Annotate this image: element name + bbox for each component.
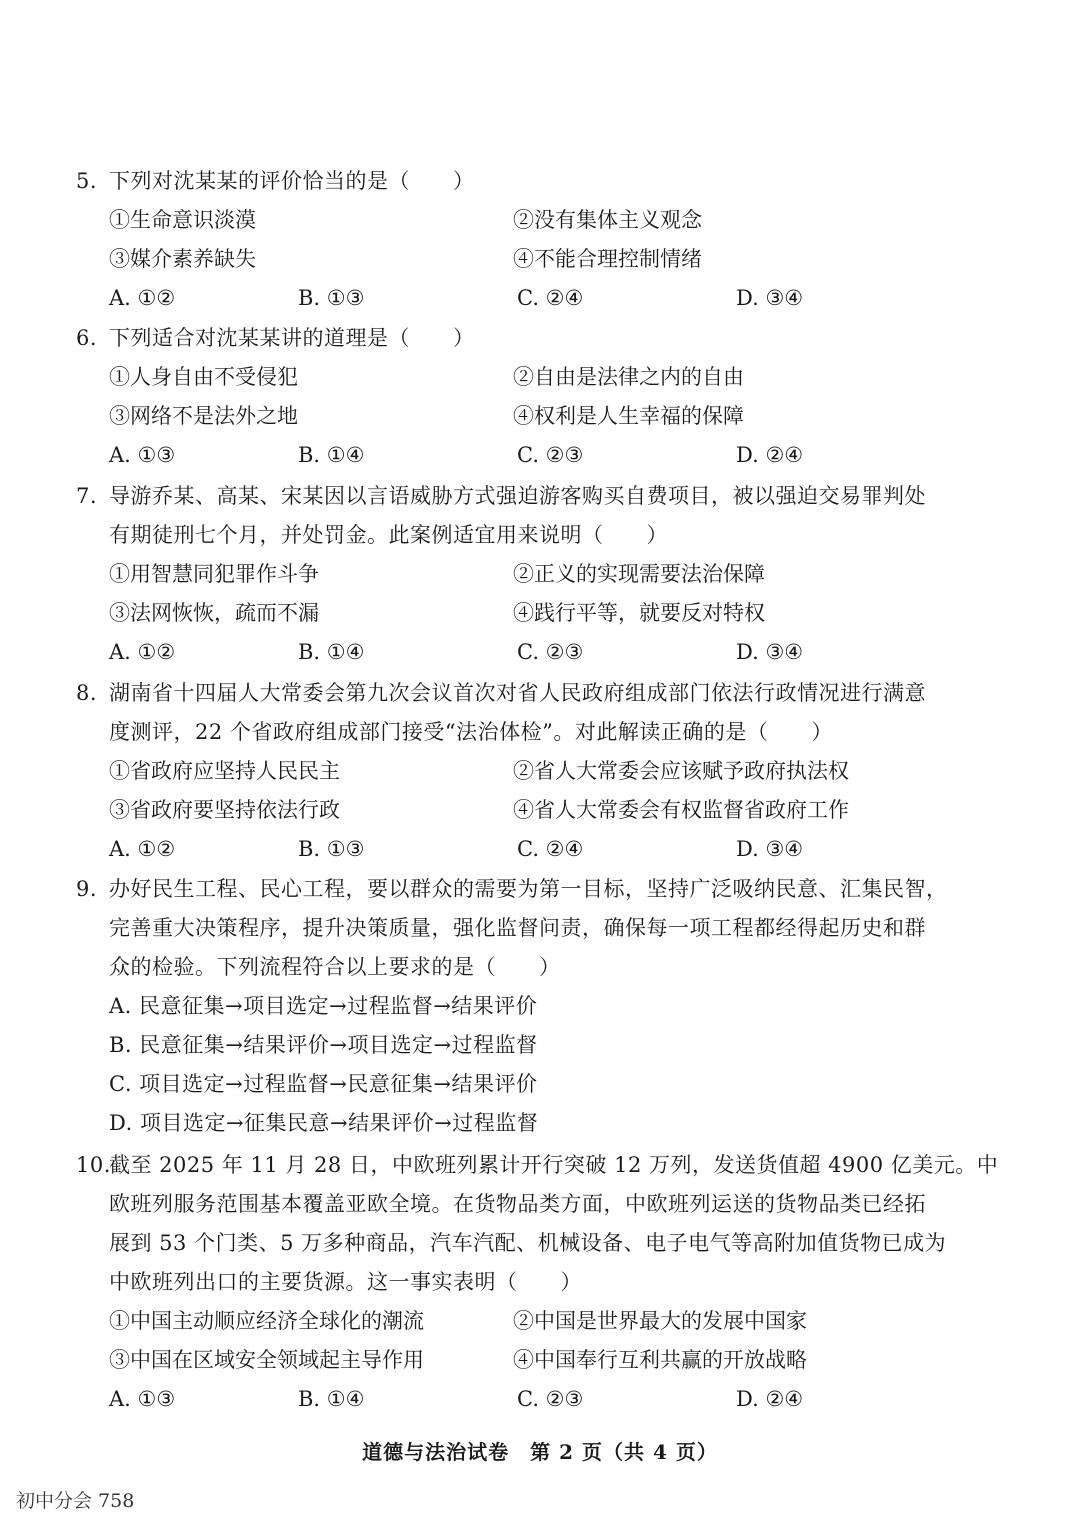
choice-a: A. ①② — [109, 837, 176, 861]
question-stem — [76, 477, 976, 516]
choice-row — [76, 633, 976, 672]
statement-2: ②省人大常委会应该赋予政府执法权 — [513, 759, 849, 783]
question-8 — [76, 674, 976, 869]
statement-3: ③媒介素养缺失 — [109, 247, 256, 271]
statement-4: ④不能合理控制情绪 — [513, 247, 702, 271]
choice-row — [76, 279, 976, 318]
question-number: 8. — [76, 681, 98, 705]
choice-d: D. ③④ — [736, 640, 804, 664]
choice-b: B. 民意征集→结果评价→项目选定→过程监督 — [109, 1033, 538, 1057]
statement-row — [76, 201, 976, 240]
statement-3: ③中国在区域安全领域起主导作用 — [109, 1348, 424, 1372]
page-footer: 道德与法治试卷 第 2 页（共 4 页） — [362, 1440, 718, 1464]
statement-1: ①生命意识淡漠 — [109, 208, 256, 232]
statement-2: ②自由是法律之内的自由 — [513, 365, 744, 389]
question-stem-line: 湖南省十四届人大常委会第九次会议首次对省人民政府组成部门依法行政情况进行满意 — [109, 681, 926, 705]
question-stem-line: 截至 2025 年 11 月 28 日，中欧班列累计开行突破 12 万列，发送货值超 4900 亿美元。中 — [109, 1153, 999, 1177]
choice-b: B. ①③ — [298, 837, 365, 861]
question-stem-line: 欧班列服务范围基本覆盖亚欧全境。在货物品类方面，中欧班列运送的货物品类已经拓 — [109, 1192, 926, 1216]
question-number: 10. — [76, 1153, 111, 1177]
statement-row — [76, 397, 976, 436]
question-5 — [76, 162, 976, 318]
question-stem-line: 有期徒刑七个月，并处罚金。此案例适宜用来说明（ ） — [109, 523, 668, 547]
statement-4: ④践行平等，就要反对特权 — [513, 601, 765, 625]
choice-a: A. 民意征集→项目选定→过程监督→结果评价 — [109, 994, 538, 1018]
question-stem — [76, 870, 976, 909]
statement-3: ③网络不是法外之地 — [109, 404, 298, 428]
choice-d: D. ②④ — [736, 1387, 804, 1411]
choice-c: C. ②③ — [517, 1387, 584, 1411]
question-number: 6. — [76, 326, 98, 350]
choice-c: C. ②③ — [517, 640, 584, 664]
statement-1: ①人身自由不受侵犯 — [109, 365, 298, 389]
statement-2: ②正义的实现需要法治保障 — [513, 562, 765, 586]
statement-1: ①中国主动顺应经济全球化的潮流 — [109, 1309, 424, 1333]
choice-c: C. 项目选定→过程监督→民意征集→结果评价 — [109, 1072, 538, 1096]
question-stem-line: 下列适合对沈某某讲的道理是（ ） — [109, 326, 475, 350]
question-stem-line: 完善重大决策程序，提升决策质量，强化监督问责，确保每一项工程都经得起历史和群 — [109, 916, 926, 940]
statement-row — [76, 1341, 976, 1380]
question-stem-line: 下列对沈某某的评价恰当的是（ ） — [109, 169, 475, 193]
choice-b: B. ①④ — [298, 640, 365, 664]
statement-1: ①用智慧同犯罪作斗争 — [109, 562, 319, 586]
statement-row — [76, 1302, 976, 1341]
choice-d: D. ③④ — [736, 286, 804, 310]
question-stem — [76, 674, 976, 713]
question-stem-line: 导游乔某、高某、宋某因以言语威胁方式强迫游客购买自费项目，被以强迫交易罪判处 — [109, 484, 926, 508]
question-number: 7. — [76, 484, 98, 508]
statement-3: ③法网恢恢，疏而不漏 — [109, 601, 319, 625]
question-number: 5. — [76, 169, 98, 193]
choice-a: A. ①② — [109, 286, 176, 310]
statement-2: ②没有集体主义观念 — [513, 208, 702, 232]
question-stem-line: 展到 53 个门类、5 万多种商品，汽车汽配、机械设备、电子电气等高附加值货物已成为 — [109, 1231, 947, 1255]
choice-d: D. ②④ — [736, 443, 804, 467]
statement-4: ④权利是人生幸福的保障 — [513, 404, 744, 428]
question-stem-line: 中欧班列出口的主要货源。这一事实表明（ ） — [109, 1270, 582, 1294]
statement-row — [76, 752, 976, 791]
statement-row — [76, 555, 976, 594]
choice-row — [76, 436, 976, 475]
statement-row — [76, 358, 976, 397]
question-stem — [76, 1146, 999, 1185]
question-stem-line: 办好民生工程、民心工程，要以群众的需要为第一目标，坚持广泛吸纳民意、汇集民智， — [109, 877, 948, 901]
choice-d: D. ③④ — [736, 837, 804, 861]
question-stem-line: 度测评，22 个省政府组成部门接受“法治体检”。对此解读正确的是（ ） — [109, 720, 833, 744]
choice-row — [76, 1380, 976, 1419]
choice-c: C. ②③ — [517, 443, 584, 467]
statement-row — [76, 594, 976, 633]
question-stem — [76, 162, 976, 201]
question-10 — [76, 1146, 999, 1419]
statement-3: ③省政府要坚持依法行政 — [109, 798, 340, 822]
choice-a: A. ①③ — [109, 443, 176, 467]
question-7 — [76, 477, 976, 672]
choice-b: B. ①④ — [298, 1387, 365, 1411]
choice-b: B. ①④ — [298, 443, 365, 467]
question-number: 9. — [76, 877, 98, 901]
question-6 — [76, 319, 976, 475]
choice-c: C. ②④ — [517, 286, 584, 310]
statement-4: ④中国奉行互利共赢的开放战略 — [513, 1348, 807, 1372]
choice-d: D. 项目选定→征集民意→结果评价→过程监督 — [109, 1111, 539, 1135]
question-stem-line: 众的检验。下列流程符合以上要求的是（ ） — [109, 955, 561, 979]
choice-b: B. ①③ — [298, 286, 365, 310]
statement-row — [76, 240, 976, 279]
statement-4: ④省人大常委会有权监督省政府工作 — [513, 798, 849, 822]
statement-1: ①省政府应坚持人民民主 — [109, 759, 340, 783]
choice-row — [76, 830, 976, 869]
statement-row — [76, 791, 976, 830]
choice-c: C. ②④ — [517, 837, 584, 861]
statement-2: ②中国是世界最大的发展中国家 — [513, 1309, 807, 1333]
question-9 — [76, 870, 976, 1143]
watermark-text: 初中分会 758 — [16, 1490, 135, 1512]
choice-a: A. ①② — [109, 640, 176, 664]
choice-a: A. ①③ — [109, 1387, 176, 1411]
question-stem — [76, 319, 976, 358]
